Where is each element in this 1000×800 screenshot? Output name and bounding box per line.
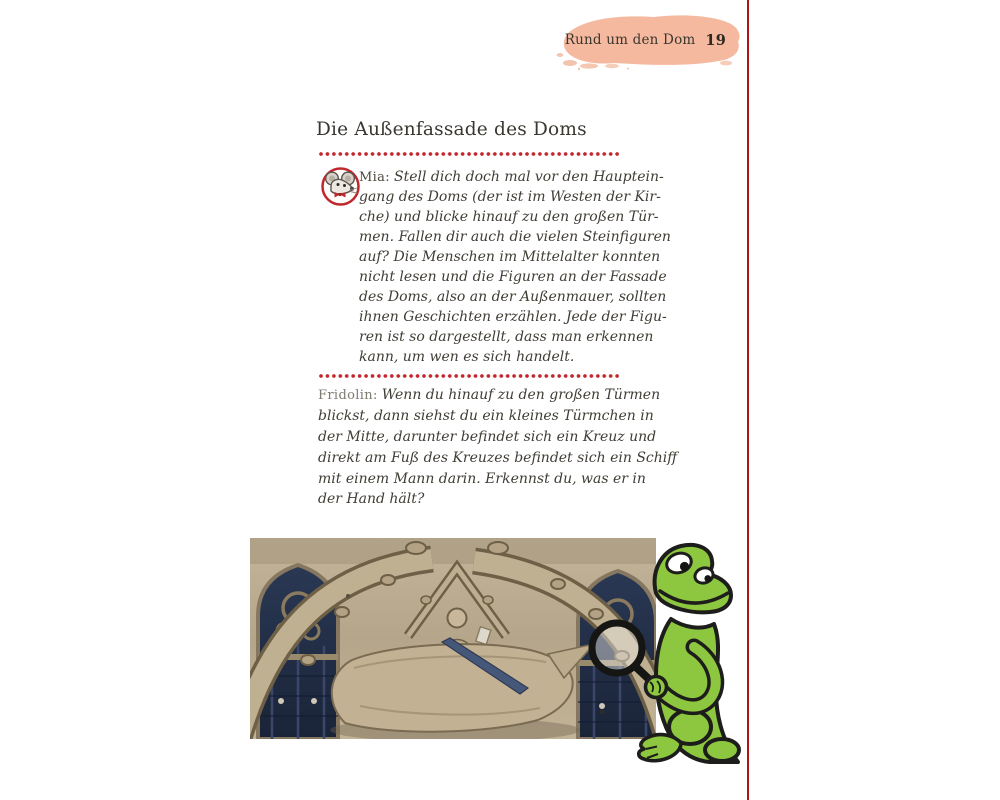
- page-title: Die Außenfassade des Doms: [316, 119, 587, 140]
- frog-icon: [580, 535, 750, 765]
- frog-head: [655, 545, 731, 612]
- text-line: kann, um wen es sich handelt.: [359, 349, 575, 365]
- text-line: des Doms, also an der Außenmauer, sollten: [359, 289, 667, 305]
- page-number: 19: [705, 31, 726, 49]
- text-line: che) und blicke hinauf zu den großen Tür-: [359, 209, 659, 225]
- text-line: der Hand hält?: [318, 491, 425, 508]
- frog-hand: [646, 677, 667, 698]
- running-header: [556, 10, 726, 70]
- text-line: der Mitte, darunter befindet sich ein Kreuz und: [318, 428, 657, 445]
- text-line: blickst, dann siehst du ein kleines Türmchen in: [318, 407, 654, 424]
- fridolin-paragraph: [318, 385, 678, 510]
- speaker-label-mia: Mia:: [359, 170, 390, 185]
- text-line: direkt am Fuß des Kreuzes befindet sich ein Schiff: [318, 449, 678, 466]
- speaker-label-fridolin: Fridolin:: [318, 388, 378, 403]
- frog-foot: [639, 735, 681, 761]
- page-edge-rule: [747, 0, 749, 800]
- text-line: [318, 385, 661, 406]
- text-line: ren ist so dargestellt, dass man erkennen: [359, 329, 654, 345]
- dotted-divider: [319, 374, 619, 378]
- text-line-content: Stell dich doch mal vor den Hauptein-: [394, 169, 664, 185]
- text-line-content: Wenn du hinauf zu den großen Türmen: [381, 387, 661, 403]
- text-line: [359, 167, 664, 187]
- text-line: gang des Doms (der ist im Westen der Kir-: [359, 189, 661, 205]
- mia-paragraph: [359, 167, 671, 367]
- dotted-divider: [319, 152, 619, 156]
- photo-detail-dot: [346, 594, 350, 598]
- mouse-icon: [320, 166, 361, 207]
- magnifying-glass-icon: [592, 623, 653, 683]
- text-line: auf? Die Menschen im Mittelalter konnten: [359, 249, 661, 265]
- section-label: Rund um den Dom: [564, 32, 696, 48]
- text-line: men. Fallen dir auch die vielen Steinfiguren: [359, 229, 671, 245]
- text-line: nicht lesen und die Figuren an der Fassade: [359, 269, 667, 285]
- text-line: ihnen Geschichten erzählen. Jede der Figu-: [359, 309, 667, 325]
- text-line: mit einem Mann darin. Erkennst du, was er in: [318, 470, 646, 487]
